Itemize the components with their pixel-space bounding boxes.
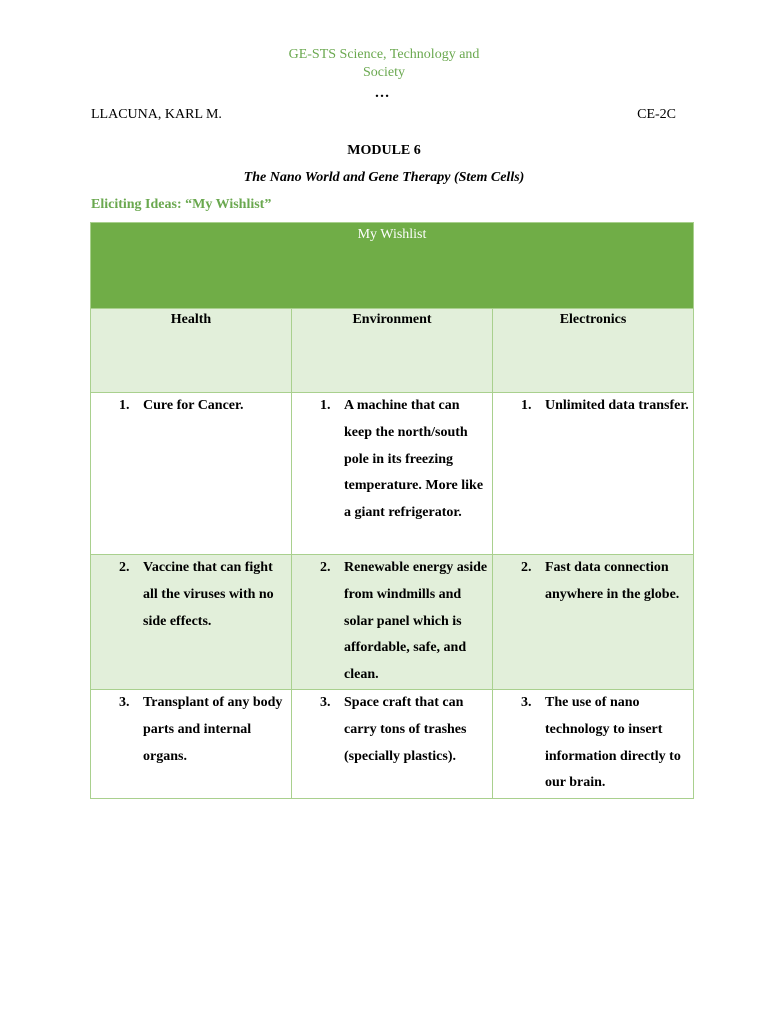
item-number: 2. bbox=[521, 560, 532, 575]
wishlist-table bbox=[90, 222, 694, 799]
student-name: LLACUNA, KARL M. bbox=[91, 107, 222, 122]
column-header-electronics: Electronics bbox=[493, 309, 694, 393]
document-header-title bbox=[0, 46, 768, 82]
table-cell bbox=[493, 393, 694, 555]
table-cell bbox=[91, 393, 292, 555]
table-row bbox=[91, 393, 694, 555]
list-item bbox=[91, 690, 291, 770]
table-row bbox=[91, 690, 694, 799]
item-text: Fast data connection anywhere in the globe. bbox=[545, 560, 680, 602]
list-item bbox=[292, 393, 492, 527]
column-header-environment: Environment bbox=[292, 309, 493, 393]
eliciting-ideas-heading: Eliciting Ideas: “My Wishlist” bbox=[91, 197, 272, 212]
item-number: 3. bbox=[521, 695, 532, 710]
item-text: Space craft that can carry tons of trashes (specially plastics). bbox=[344, 695, 467, 764]
list-item bbox=[292, 555, 492, 689]
item-number: 2. bbox=[320, 560, 331, 575]
item-number: 1. bbox=[119, 398, 130, 413]
list-item bbox=[292, 690, 492, 770]
item-text: Cure for Cancer. bbox=[143, 398, 244, 413]
item-text: Transplant of any body parts and internal organs. bbox=[143, 695, 283, 764]
item-text: Renewable energy aside from windmills and solar panel which is affordable, safe, and clean. bbox=[344, 560, 488, 683]
item-number: 2. bbox=[119, 560, 130, 575]
table-cell bbox=[292, 690, 493, 799]
table-row bbox=[91, 555, 694, 690]
table-cell bbox=[292, 393, 493, 555]
table-cell bbox=[493, 690, 694, 799]
list-item bbox=[91, 393, 291, 420]
wishlist-banner: My Wishlist bbox=[91, 223, 694, 309]
item-text: A machine that can keep the north/south pole in its freezing temperature. More like a giant refrigerator. bbox=[344, 398, 484, 521]
item-number: 3. bbox=[119, 695, 130, 710]
list-item bbox=[493, 555, 693, 609]
header-title-line-1: GE-STS Science, Technology and bbox=[288, 47, 480, 62]
table-cell bbox=[91, 690, 292, 799]
list-item bbox=[493, 393, 693, 420]
item-text: The use of nano technology to insert information directly to our brain. bbox=[545, 695, 681, 791]
item-number: 3. bbox=[320, 695, 331, 710]
column-header-health: Health bbox=[91, 309, 292, 393]
list-item bbox=[493, 690, 693, 797]
table-cell bbox=[91, 555, 292, 690]
student-section: CE-2C bbox=[637, 107, 676, 122]
header-ellipsis: … bbox=[374, 85, 390, 101]
item-number: 1. bbox=[320, 398, 331, 413]
table-cell bbox=[292, 555, 493, 690]
item-text: Vaccine that can fight all the viruses with no side effects. bbox=[143, 560, 274, 629]
module-title: MODULE 6 bbox=[347, 143, 421, 158]
module-subtitle: The Nano World and Gene Therapy (Stem Cells) bbox=[243, 170, 525, 185]
list-item bbox=[91, 555, 291, 635]
item-text: Unlimited data transfer. bbox=[545, 398, 689, 413]
header-title-line-2: Society bbox=[363, 65, 405, 80]
item-number: 1. bbox=[521, 398, 532, 413]
table-cell bbox=[493, 555, 694, 690]
